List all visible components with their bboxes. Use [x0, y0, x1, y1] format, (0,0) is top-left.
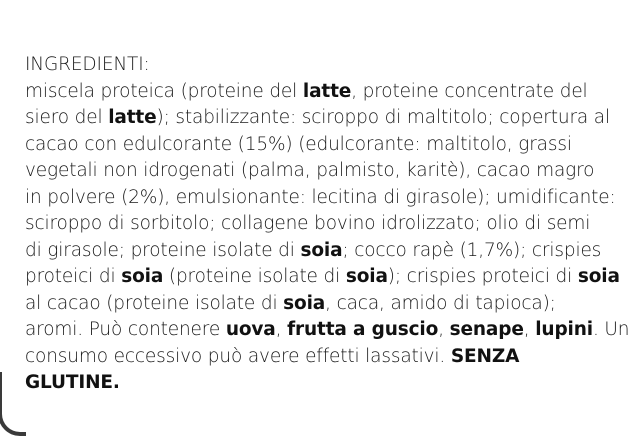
ingredient-text: consumo eccessivo può avere effetti lassativi.: [25, 345, 451, 367]
ingredients-text: [25, 52, 630, 397]
ingredient-line: [25, 370, 625, 397]
ingredient-text: ); crispies proteici di: [387, 266, 578, 287]
ingredient-text: al cacao (proteine isolate di: [25, 292, 284, 314]
ingredient-text: . Un: [592, 319, 630, 340]
ingredient-line: [25, 317, 630, 344]
allergen-text: soia: [121, 266, 164, 287]
ingredient-text: ); stabilizzante: sciroppo di maltitolo; copertura al: [156, 107, 610, 128]
ingredient-text: vegetali non idrogenati (palma, palmisto, karitè), cacao magro: [25, 160, 595, 181]
ingredient-line: [25, 158, 625, 185]
ingredient-text: in polvere (2%), emulsionante: lecitina di girasole); umidificante:: [25, 186, 616, 208]
ingredient-text: cacao con edulcorante (15%) (edulcorante: maltitolo, grassi: [25, 133, 572, 155]
allergen-text: senape: [449, 319, 524, 340]
ingredient-line: [25, 185, 625, 212]
ingredient-text: sciroppo di sorbitolo; collagene bovino idrolizzato; olio di semi: [25, 213, 591, 234]
ingredient-line: [25, 264, 625, 291]
ingredient-text: (proteine isolate di: [163, 266, 346, 287]
ingredient-lines: [25, 79, 630, 397]
allergen-text: latte: [108, 107, 157, 128]
allergen-text: SENZA: [450, 345, 520, 367]
allergen-text: frutta a guscio: [287, 319, 439, 340]
ingredient-text: miscela proteica (proteine del: [25, 80, 303, 102]
ingredient-text: ,: [523, 319, 536, 340]
ingredient-line: [25, 79, 625, 106]
ingredient-line: [25, 211, 625, 238]
ingredient-text: , caca, amido di tapioca);: [325, 292, 556, 314]
allergen-text: soia: [283, 292, 326, 314]
ingredient-line: [25, 291, 625, 318]
ingredient-line: [25, 344, 625, 371]
ingredient-text: proteici di: [25, 266, 122, 287]
allergen-text: lupini: [535, 319, 593, 340]
allergen-text: soia: [577, 266, 620, 287]
ingredient-text: aromi. Può contenere: [25, 319, 226, 340]
ingredient-text: di girasole; proteine isolate di: [25, 239, 301, 261]
ingredient-text: , proteine concentrate del: [351, 80, 588, 102]
allergen-text: GLUTINE.: [25, 372, 120, 393]
frame-corner: [0, 372, 26, 436]
ingredients-heading: INGREDIENTI:: [25, 54, 150, 75]
allergen-text: soia: [345, 266, 388, 287]
ingredient-line: [25, 132, 625, 159]
allergen-text: uova: [225, 319, 276, 340]
ingredient-text: siero del: [25, 107, 109, 128]
allergen-text: soia: [300, 239, 343, 261]
ingredient-text: ,: [275, 319, 288, 340]
ingredient-text: ; cocco rapè (1,7%); crispies: [342, 239, 602, 261]
ingredient-line: [25, 238, 625, 265]
allergen-text: latte: [302, 80, 352, 102]
ingredient-line: [25, 105, 625, 132]
ingredient-text: ,: [438, 319, 450, 340]
